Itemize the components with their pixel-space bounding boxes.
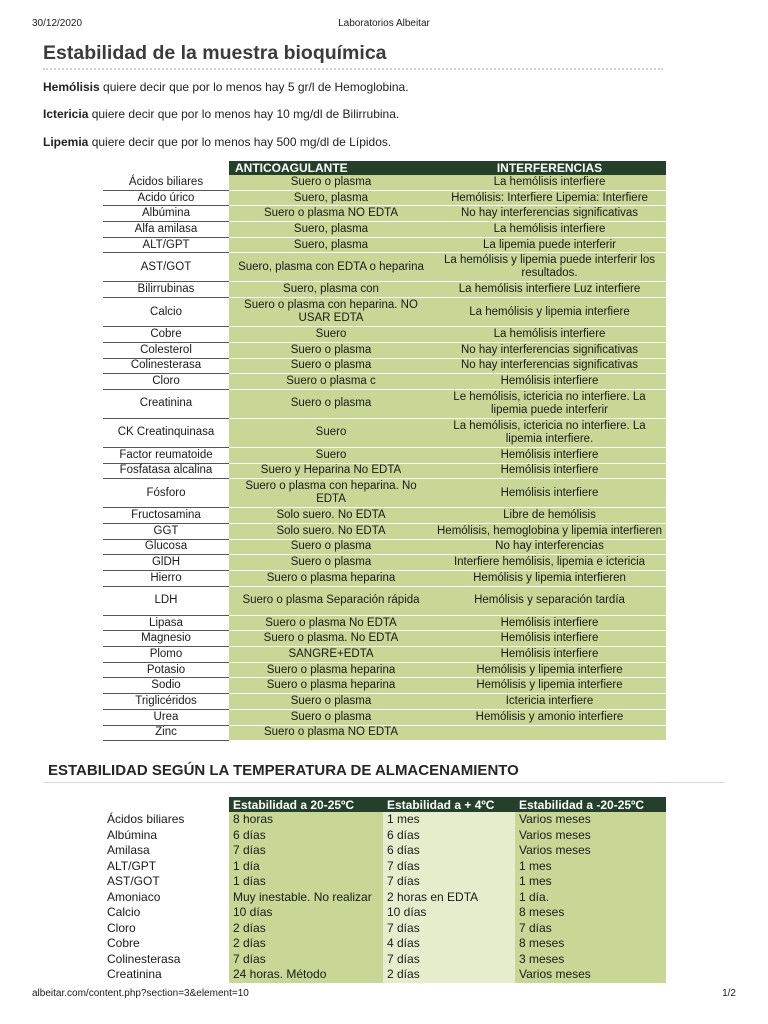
interference-cell: Hemólisis: Interfiere Lipemia: Interfiere: [433, 190, 666, 206]
stability-4-cell: 2 horas en EDTA: [383, 890, 515, 906]
parameter-cell: AST/GOT: [103, 874, 229, 890]
table-row: [103, 253, 666, 282]
anticoagulant-table: [103, 161, 666, 741]
stability-20-25-cell: 6 días: [229, 828, 383, 844]
header-blank: [103, 797, 229, 812]
interference-cell: Hemólisis y lipemia interfiere: [433, 678, 666, 694]
definition-term: Ictericia: [43, 107, 89, 121]
table-row: [103, 237, 666, 253]
table-row: [103, 508, 666, 524]
stability-table: [103, 797, 666, 983]
parameter-cell: ALT/GPT: [103, 237, 229, 253]
anticoagulant-cell: Suero o plasma NO EDTA: [229, 206, 433, 222]
parameter-cell: Calcio: [103, 298, 229, 327]
parameter-cell: Cobre: [103, 327, 229, 343]
interference-cell: Hemólisis y amonio interfiere: [433, 709, 666, 725]
interference-cell: Hemólisis interfiere: [433, 479, 666, 508]
stability-20-25-cell: 2 días: [229, 921, 383, 937]
table-row: [103, 874, 666, 890]
definition-term: Hemólisis: [43, 80, 100, 94]
anticoagulant-cell: Suero o plasma No EDTA: [229, 615, 433, 631]
stability-minus20-cell: 7 días: [515, 921, 666, 937]
parameter-cell: Magnesio: [103, 631, 229, 647]
definition-hemolisis: [43, 80, 409, 94]
interference-cell: La hemólisis interfiere: [433, 175, 666, 190]
table-row: [103, 298, 666, 327]
parameter-cell: Fósforo: [103, 479, 229, 508]
parameter-cell: Calcio: [103, 905, 229, 921]
anticoagulant-cell: Suero: [229, 418, 433, 447]
interference-cell: Hemólisis interfiere: [433, 463, 666, 479]
stability-4-cell: 1 mes: [383, 812, 515, 828]
definition-term: Lipemia: [43, 135, 89, 149]
anticoagulant-cell: Suero o plasma heparina: [229, 662, 433, 678]
interference-cell: La hemólisis y lipemia puede interferir los resultados.: [433, 253, 666, 282]
stability-20-25-cell: 7 días: [229, 952, 383, 968]
table-row: [103, 327, 666, 343]
parameter-cell: Plomo: [103, 647, 229, 663]
table-row: [103, 662, 666, 678]
stability-4-cell: 6 días: [383, 828, 515, 844]
table-row: [103, 725, 666, 741]
interference-cell: No hay interferencias significativas: [433, 358, 666, 374]
table-row: [103, 921, 666, 937]
table-row: [103, 479, 666, 508]
parameter-cell: Cloro: [103, 921, 229, 937]
anticoagulant-cell: Suero o plasma: [229, 175, 433, 190]
interference-cell: La lipemia puede interferir: [433, 237, 666, 253]
table-row: [103, 571, 666, 587]
table-row: [103, 389, 666, 418]
parameter-cell: Albúmina: [103, 206, 229, 222]
table-row: [103, 555, 666, 571]
header-blank: [103, 161, 229, 175]
parameter-cell: Amoniaco: [103, 890, 229, 906]
stability-minus20-cell: Varios meses: [515, 967, 666, 983]
interference-cell: La hemólisis y lipemia interfiere: [433, 298, 666, 327]
table-row: [103, 190, 666, 206]
table-row: [103, 523, 666, 539]
stability-minus20-cell: 1 mes: [515, 874, 666, 890]
header-4: Estabilidad a + 4ºC: [383, 797, 515, 812]
section-divider: [43, 782, 725, 783]
table-row: [103, 647, 666, 663]
anticoagulant-cell: Suero o plasma: [229, 709, 433, 725]
parameter-cell: Creatinina: [103, 389, 229, 418]
table-header-row: [103, 161, 666, 175]
parameter-cell: Albúmina: [103, 828, 229, 844]
header-minus-20: Estabilidad a -20-25ºC: [515, 797, 666, 812]
interference-cell: Hemólisis interfiere: [433, 374, 666, 390]
anticoagulant-cell: SANGRE+EDTA: [229, 647, 433, 663]
parameter-cell: GGT: [103, 523, 229, 539]
table-row: [103, 843, 666, 859]
parameter-cell: Sodio: [103, 678, 229, 694]
parameter-cell: Urea: [103, 709, 229, 725]
anticoagulant-cell: Suero, plasma: [229, 237, 433, 253]
interference-cell: No hay interferencias significativas: [433, 342, 666, 358]
anticoagulant-cell: Suero o plasma heparina: [229, 678, 433, 694]
stability-20-25-cell: 2 días: [229, 936, 383, 952]
table-row: [103, 615, 666, 631]
footer-url: albeitar.com/content.php?section=3&element=10: [32, 988, 249, 999]
stability-4-cell: 4 días: [383, 936, 515, 952]
table-row: [103, 967, 666, 983]
table-row: [103, 828, 666, 844]
parameter-cell: Alfa amilasa: [103, 222, 229, 238]
anticoagulant-cell: Suero, plasma con EDTA o heparina: [229, 253, 433, 282]
anticoagulant-cell: Suero o plasma con heparina. NO USAR EDTA: [229, 298, 433, 327]
interference-cell: Hemólisis, hemoglobina y lipemia interfieren: [433, 523, 666, 539]
anticoagulant-cell: Suero o plasma: [229, 358, 433, 374]
stability-20-25-cell: Muy inestable. No realizar: [229, 890, 383, 906]
stability-minus20-cell: Varios meses: [515, 828, 666, 844]
parameter-cell: Lipasa: [103, 615, 229, 631]
anticoagulant-cell: Solo suero. No EDTA: [229, 523, 433, 539]
page-number: 1/2: [722, 988, 736, 999]
anticoagulant-cell: Suero, plasma: [229, 190, 433, 206]
stability-20-25-cell: 8 horas: [229, 812, 383, 828]
header-interferencias: INTERFERENCIAS: [433, 161, 666, 175]
table-row: [103, 586, 666, 615]
parameter-cell: Zinc: [103, 725, 229, 741]
table-row: [103, 463, 666, 479]
interference-cell: Hemólisis interfiere: [433, 647, 666, 663]
interference-cell: [433, 725, 666, 741]
page-title: Estabilidad de la muestra bioquímica: [43, 42, 663, 70]
stability-20-25-cell: 7 días: [229, 843, 383, 859]
interference-cell: Hemólisis y lipemia interfieren: [433, 571, 666, 587]
table-row: [103, 905, 666, 921]
anticoagulant-cell: Suero o plasma. No EDTA: [229, 631, 433, 647]
anticoagulant-cell: Suero o plasma: [229, 694, 433, 710]
parameter-cell: GlDH: [103, 555, 229, 571]
stability-minus20-cell: 1 mes: [515, 859, 666, 875]
parameter-cell: Colinesterasa: [103, 952, 229, 968]
interference-cell: Hemólisis y lipemia interfiere: [433, 662, 666, 678]
parameter-cell: Acido úrico: [103, 190, 229, 206]
stability-20-25-cell: 1 días: [229, 874, 383, 890]
stability-4-cell: 10 días: [383, 905, 515, 921]
definition-ictericia: [43, 107, 399, 121]
site-title: Laboratorios Albeitar: [338, 18, 430, 29]
table-row: [103, 952, 666, 968]
page-header: [32, 18, 736, 32]
stability-minus20-cell: 8 meses: [515, 936, 666, 952]
stability-20-25-cell: 24 horas. Método: [229, 967, 383, 983]
interference-cell: La hemólisis interfiere Luz interfiere: [433, 282, 666, 298]
definition-text: quiere decir que por lo menos hay 10 mg/dl de Bilirrubina.: [88, 107, 400, 121]
interference-cell: Le hemólisis, ictericia no interfiere. La lipemia puede interferir: [433, 389, 666, 418]
table-header-row: [103, 797, 666, 812]
stability-20-25-cell: 1 día: [229, 859, 383, 875]
stability-minus20-cell: Varios meses: [515, 843, 666, 859]
anticoagulant-cell: Suero o plasma: [229, 539, 433, 555]
table-row: [103, 539, 666, 555]
parameter-cell: Bilirrubinas: [103, 282, 229, 298]
interference-cell: No hay interferencias significativas: [433, 206, 666, 222]
anticoagulant-cell: Suero y Heparina No EDTA: [229, 463, 433, 479]
parameter-cell: Ácidos biliares: [103, 812, 229, 828]
interference-cell: Libre de hemólisis: [433, 508, 666, 524]
interference-cell: La hemólisis interfiere: [433, 222, 666, 238]
parameter-cell: Colesterol: [103, 342, 229, 358]
interference-cell: Hemólisis interfiere: [433, 615, 666, 631]
table-row: [103, 374, 666, 390]
parameter-cell: ALT/GPT: [103, 859, 229, 875]
parameter-cell: Creatinina: [103, 967, 229, 983]
print-date: 30/12/2020: [32, 18, 83, 29]
parameter-cell: Amilasa: [103, 843, 229, 859]
table-row: [103, 206, 666, 222]
table-row: [103, 694, 666, 710]
stability-4-cell: 6 días: [383, 843, 515, 859]
stability-20-25-cell: 10 días: [229, 905, 383, 921]
parameter-cell: Colinesterasa: [103, 358, 229, 374]
table-row: [103, 175, 666, 190]
parameter-cell: Potasio: [103, 662, 229, 678]
parameter-cell: Fructosamina: [103, 508, 229, 524]
stability-4-cell: 2 días: [383, 967, 515, 983]
stability-4-cell: 7 días: [383, 859, 515, 875]
table-row: [103, 447, 666, 463]
table-row: [103, 859, 666, 875]
interference-cell: Ictericia interfiere: [433, 694, 666, 710]
table-row: [103, 631, 666, 647]
parameter-cell: LDH: [103, 586, 229, 615]
table-row: [103, 936, 666, 952]
parameter-cell: Fosfatasa alcalina: [103, 463, 229, 479]
table-row: [103, 678, 666, 694]
interference-cell: Hemólisis interfiere: [433, 447, 666, 463]
anticoagulant-cell: Solo suero. No EDTA: [229, 508, 433, 524]
parameter-cell: AST/GOT: [103, 253, 229, 282]
stability-4-cell: 7 días: [383, 874, 515, 890]
parameter-cell: Factor reumatoide: [103, 447, 229, 463]
parameter-cell: Cobre: [103, 936, 229, 952]
definition-text: quiere decir que por lo menos hay 5 gr/l de Hemoglobina.: [99, 80, 409, 94]
parameter-cell: CK Creatinquinasa: [103, 418, 229, 447]
table-row: [103, 222, 666, 238]
stability-4-cell: 7 días: [383, 952, 515, 968]
anticoagulant-cell: Suero o plasma NO EDTA: [229, 725, 433, 741]
stability-4-cell: 7 días: [383, 921, 515, 937]
anticoagulant-cell: Suero o plasma heparina: [229, 571, 433, 587]
table-row: [103, 890, 666, 906]
stability-minus20-cell: 3 meses: [515, 952, 666, 968]
parameter-cell: Hierro: [103, 571, 229, 587]
anticoagulant-cell: Suero o plasma: [229, 555, 433, 571]
section-title-temperature: ESTABILIDAD SEGÚN LA TEMPERATURA DE ALMACENAMIENTO: [48, 762, 519, 779]
interference-cell: Hemólisis interfiere: [433, 631, 666, 647]
interference-cell: Interfiere hemólisis, lipemia e ictericia: [433, 555, 666, 571]
anticoagulant-cell: Suero: [229, 327, 433, 343]
interference-cell: La hemólisis interfiere: [433, 327, 666, 343]
table-row: [103, 418, 666, 447]
table-row: [103, 709, 666, 725]
anticoagulant-cell: Suero, plasma con: [229, 282, 433, 298]
table-row: [103, 342, 666, 358]
stability-minus20-cell: 1 día.: [515, 890, 666, 906]
parameter-cell: Triglicéridos: [103, 694, 229, 710]
definition-lipemia: [43, 135, 391, 149]
stability-minus20-cell: 8 meses: [515, 905, 666, 921]
table-row: [103, 812, 666, 828]
anticoagulant-cell: Suero o plasma: [229, 342, 433, 358]
anticoagulant-cell: Suero o plasma con heparina. No EDTA: [229, 479, 433, 508]
table-row: [103, 282, 666, 298]
anticoagulant-cell: Suero o plasma: [229, 389, 433, 418]
interference-cell: La hemólisis, ictericia no interfiere. La lipemia interfiere.: [433, 418, 666, 447]
header-anticoagulante: ANTICOAGULANTE: [229, 161, 433, 175]
anticoagulant-cell: Suero o plasma Separación rápida: [229, 586, 433, 615]
parameter-cell: Ácidos biliares: [103, 175, 229, 190]
anticoagulant-cell: Suero, plasma: [229, 222, 433, 238]
stability-minus20-cell: Varios meses: [515, 812, 666, 828]
parameter-cell: Cloro: [103, 374, 229, 390]
header-20-25: Estabilidad a 20-25ºC: [229, 797, 383, 812]
anticoagulant-cell: Suero o plasma c: [229, 374, 433, 390]
definition-text: quiere decir que por lo menos hay 500 mg/dl de Lípidos.: [88, 135, 392, 149]
page-footer: [32, 988, 736, 1002]
interference-cell: No hay interferencias: [433, 539, 666, 555]
table-row: [103, 358, 666, 374]
parameter-cell: Glucosa: [103, 539, 229, 555]
interference-cell: Hemólisis y separación tardía: [433, 586, 666, 615]
anticoagulant-cell: Suero: [229, 447, 433, 463]
